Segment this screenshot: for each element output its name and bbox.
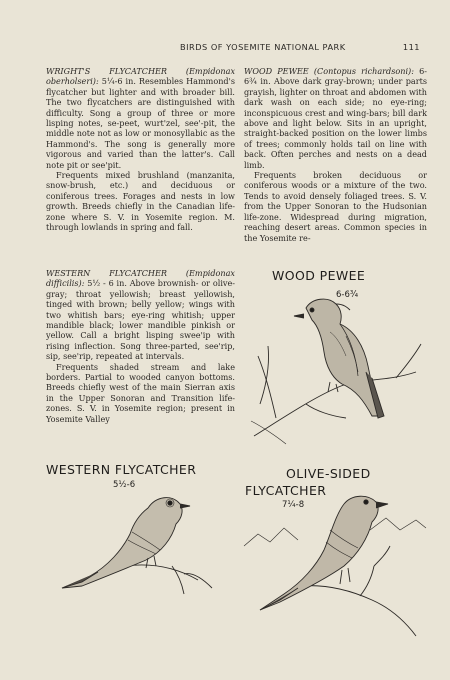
scientific-name: (Empidonax difficilis):: [46, 268, 235, 289]
illustration-size-wood-pewee: 6-6¾: [336, 290, 359, 300]
scientific-name: (Contopus richardsoni):: [313, 66, 414, 76]
species-habitat: Frequents mixed brushland (manzanita, snow-brush, etc.) and deciduous or coniferous trees. Forages and nests in low growth. Breeds chiefly in the Canadian life-zone where S. V. in Yosemite region. M. through lowlands in spring and fall.: [46, 170, 235, 233]
entry-western-flycatcher: [46, 268, 235, 424]
olive-sided-flycatcher-illustration: [240, 490, 430, 640]
entry-wrights-flycatcher: [46, 66, 235, 233]
running-title: BIRDS OF YOSEMITE NATIONAL PARK: [180, 42, 346, 52]
illustration-label-western-flycatcher: WESTERN FLYCATCHER: [46, 462, 197, 477]
species-description: 5½ - 6 in. Above brownish- or olive-gray; throat yellowish; breast yellowish, tinged with brown; belly yellow; wings with two whitish bars; eye-ring whitish; upper mandible black; lower mandible pinkish or yellow. Call a bright lisping swee'ip with rising inflection. Song three-parted, see'rip, sip, see'rip, repeated at intervals.: [46, 278, 236, 362]
page-number: 111: [402, 42, 420, 52]
species-habitat: Frequents broken deciduous or coniferous woods or a mixture of the two. Tends to avoid densely foliaged trees. S. V. from the Upper Sonoran to the Hudsonian life-zone. Widespread during migration, reaching desert areas. Common species in the Yosemite re-: [244, 170, 427, 243]
illustration-label-wood-pewee: WOOD PEWEE: [272, 268, 366, 283]
wood-pewee-illustration: [246, 286, 436, 446]
illustration-label-olive-sided-line2: FLYCATCHER: [245, 483, 327, 498]
entry-wood-pewee: [244, 66, 427, 243]
illustration-size-olive-sided: 7¼-8: [282, 500, 305, 510]
species-title: WOOD PEWEE: [244, 66, 309, 76]
species-description: 6-6¾ in. Above dark gray-brown; under parts grayish, lighter on throat and abdomen with dark wash on each side; no eye-ring; inconspicuous crest and wing-bars; bill dark above and light below. Sits in an upright, straight-backed position on the lower limbs of trees; commonly holds tail on line with back. Often perches and nests on a dead limb.: [244, 66, 427, 170]
species-description: 5¼-6 in. Resembles Hammond's flycatcher but lighter and with broader bill. The two flycatchers are distinguished with difficulty. Song a group of three or more lisping notes, se-peet, wurt'zel, see'-pit, the middle note not as low or monosyllabic as the Hammond's. The song is generally more vigorous and varied than the latter's. Call note pit or see'pit.: [46, 76, 235, 170]
western-flycatcher-illustration: [52, 488, 222, 608]
species-title: WRIGHT'S FLYCATCHER: [46, 66, 168, 76]
illustration-size-western-flycatcher: 5½-6: [113, 480, 136, 490]
species-title: WESTERN FLYCATCHER: [46, 268, 167, 278]
illustration-label-olive-sided-line1: OLIVE-SIDED: [286, 466, 371, 481]
scientific-name: (Empidonax oberholseri):: [46, 66, 236, 87]
species-habitat: Frequents shaded stream and lake borders. Partial to wooded canyon bottoms. Breeds chiefly west of the main Sierran axis in the Upper Sonoran and Transition life-zones. S. V. in Yosemite region; present in Yosemite Valley: [46, 361, 235, 424]
page-header: [180, 42, 420, 54]
